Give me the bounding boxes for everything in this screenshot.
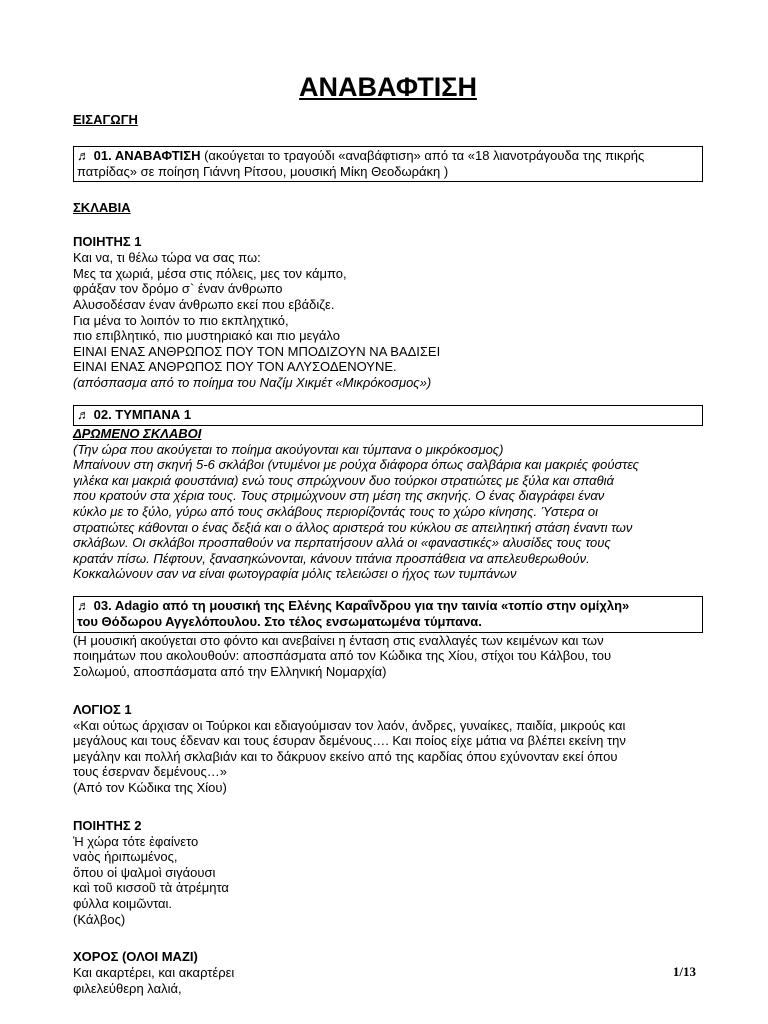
poem-source: (Κάλβος) bbox=[73, 911, 126, 927]
poem-line: ναὸς ἠριπωμένος, bbox=[73, 849, 178, 865]
description-line: κρατάν πίσω. Πέφτουν, ξανασηκώνονται, κάνουν τιτάνια προσπάθεια να απελευθερωθούν. bbox=[73, 550, 590, 566]
performance-description bbox=[73, 442, 703, 582]
poet-2-poem bbox=[73, 834, 703, 928]
text-line: μεγάλην και πολλή σκλαβιάν και το δάκρυον εκείνο από της καρδίας όπου εχύνονταν εκεί όπου bbox=[73, 748, 618, 764]
poet-1-poem bbox=[73, 250, 703, 390]
description-line: (Την ώρα που ακούγεται το ποίημα ακούγονται και τύμπανα ο μικρόκοσμος) bbox=[73, 441, 504, 457]
text-source: (Από τον Κώδικα της Χίου) bbox=[73, 780, 227, 796]
poem-line: ὅπου οἱ ψαλμοὶ σιγάουσι bbox=[73, 864, 216, 880]
track-03-label-line: ♬ 03. Adagio από τη μουσική της Ελένης Καραΐνδρου για την ταινία «τοπίο στην ομίχλη» bbox=[77, 597, 630, 613]
section-slavery-heading: ΣΚΛΑΒΙΑ bbox=[73, 200, 131, 216]
poet-1-heading: ΠΟΙΗΤΗΣ 1 bbox=[73, 234, 142, 250]
poem-line: Για μένα το λοιπόν το πιο εκπληχτικό, bbox=[73, 312, 289, 328]
track-01-label: ♬ 01. ΑΝΑΒΑΦΤΙΣΗ bbox=[77, 148, 201, 163]
chorus-line: Και ακαρτέρει, και ακαρτέρει bbox=[73, 965, 235, 981]
description-line: στρατιώτες κάθονται ο ένας δεξιά και ο άλλος αριστερά του κύκλου σε απειλητική στάση έναντι των bbox=[73, 519, 633, 535]
description-line: γιλέκα και μακριά φουστάνια) ενώ τους σπρώχνουν δυο τούρκοι στρατιώτες με ξύλα και σπαθιά bbox=[73, 472, 614, 488]
chorus-heading: ΧΟΡΟΣ (ΟΛΟΙ ΜΑΖΙ) bbox=[73, 949, 198, 965]
description-line: Σολωμού, αποσπάσματα από την Ελληνική Νομαρχία) bbox=[73, 664, 387, 680]
poem-line: πιο επιβλητικό, πιο μυστηριακό και πιο μεγάλο bbox=[73, 328, 340, 344]
description-line: κύκλο με το ξύλο, γύρω από τους σκλάβους περιορίζοντάς τους το χώρο κίνησης. Ύστερα οι bbox=[73, 503, 598, 519]
poet-2-heading: ΠΟΙΗΤΗΣ 2 bbox=[73, 817, 142, 833]
track-02-label: ♬ 02. ΤΥΜΠΑΝΑ 1 bbox=[77, 406, 192, 422]
description-line: σκλάβων. Οι σκλάβοι προσπαθούν να περπατήσουν αλλά οι «φαναστικές» αλυσίδες τους τους bbox=[73, 535, 611, 551]
text-line: «Και ούτως άρχισαν οι Τούρκοι και εδιαγούμισαν τον λαόν, άνδρες, γυναίκες, παιδία, μικρούς και bbox=[73, 717, 626, 733]
performance-heading: ΔΡΩΜΕΝΟ ΣΚΛΑΒΟΙ bbox=[73, 425, 202, 441]
track-03-description bbox=[73, 633, 703, 680]
chorus-text bbox=[73, 965, 703, 996]
intro-heading: ΕΙΣΑΓΩΓΗ bbox=[73, 112, 138, 127]
track-02-box bbox=[73, 405, 703, 426]
description-line: Μπαίνουν στη σκηνή 5-6 σκλάβοι (ντυμένοι με ρούχα διάφορα όπως σαλβάρια και μακριές φούστες bbox=[73, 457, 639, 473]
poem-line: Και να, τι θέλω τώρα να σας πω: bbox=[73, 250, 261, 266]
track-03-box bbox=[73, 596, 703, 633]
scholar-1-heading: ΛΟΓΙΟΣ 1 bbox=[73, 701, 132, 717]
text-line: τους έσερναν δεμένους…» bbox=[73, 764, 227, 780]
poem-line: ΕΙΝΑΙ ΕΝΑΣ ΑΝΘΡΩΠΟΣ ΠΟΥ ΤΟΝ ΑΛΥΣΟΔΕΝΟΥΝΕ. bbox=[73, 359, 397, 375]
scholar-1-text bbox=[73, 718, 703, 796]
track-01-box bbox=[73, 146, 703, 182]
description-line: που κρατούν στα χέρια τους. Τους στριμώχνουν στη μέση της σκηνής. Ο ένας διαγράφει έναν bbox=[73, 488, 605, 504]
document-page bbox=[73, 70, 703, 996]
text-line: μεγάλους και τους έδεναν και τους έσυραν δεμένους…. Και ποίος είχε μάτια να βλέπει εκείνη την bbox=[73, 733, 626, 749]
poem-line: φύλλα κοιμῶνται. bbox=[73, 896, 173, 911]
poem-line: φράξαν τον δρόμο σ` έναν άνθρωπο bbox=[73, 281, 283, 297]
poem-line: Αλυσοδέσαν έναν άνθρωπο εκεί που εβάδιζε. bbox=[73, 296, 335, 312]
page-number: 1/13 bbox=[672, 964, 696, 979]
track-01-text bbox=[77, 148, 697, 179]
poem-line: Μες τα χωριά, μέσα στις πόλεις, μες τον κάμπο, bbox=[73, 265, 347, 281]
description-line: (Η μουσική ακούγεται στο φόντο και ανεβαίνει η ένταση στις εναλλαγές των κειμένων και των bbox=[73, 632, 604, 648]
poem-line: καὶ τοῦ κισσοῦ τὰ ἀτρέμητα bbox=[73, 880, 229, 896]
poem-line: Ἡ χώρα τότε ἐφαίνετο bbox=[73, 833, 199, 849]
track-01-note: (ακούγεται το τραγούδι «αναβάφτιση» από τα «18 λιανοτράγουδα της πικρής πατρίδας» σε ποίηση Γιάννη Ρίτσου, μουσική Μίκη Θεοδωράκη ) bbox=[77, 148, 645, 179]
chorus-line: φιλελεύθερη λαλιά, bbox=[73, 980, 182, 996]
poem-line: ΕΙΝΑΙ ΕΝΑΣ ΑΝΘΡΩΠΟΣ ΠΟΥ ΤΟΝ ΜΠΟΔΙΖΟΥΝ ΝΑ ΒΑΔΙΣΕΙ bbox=[73, 343, 441, 359]
poem-source: (απόσπασμα από το ποίημα του Ναζίμ Χικμέτ «Μικρόκοσμος») bbox=[73, 374, 432, 390]
description-line: Κοκκαλώνουν σαν να είναι φωτογραφία μόλις τελειώσει ο ήχος των τυμπάνων bbox=[73, 566, 517, 582]
track-03-label-line: του Θόδωρου Αγγελόπουλου. Στο τέλος ενσωματωμένα τύμπανα. bbox=[77, 613, 482, 629]
description-line: ποιημάτων που ακολουθούν: αποσπάσματα από τον Κώδικα της Χίου, στίχοι του Κάλβου, του bbox=[73, 648, 612, 664]
document-title: ΑΝΑΒΑΦΤΙΣΗ bbox=[299, 72, 477, 102]
